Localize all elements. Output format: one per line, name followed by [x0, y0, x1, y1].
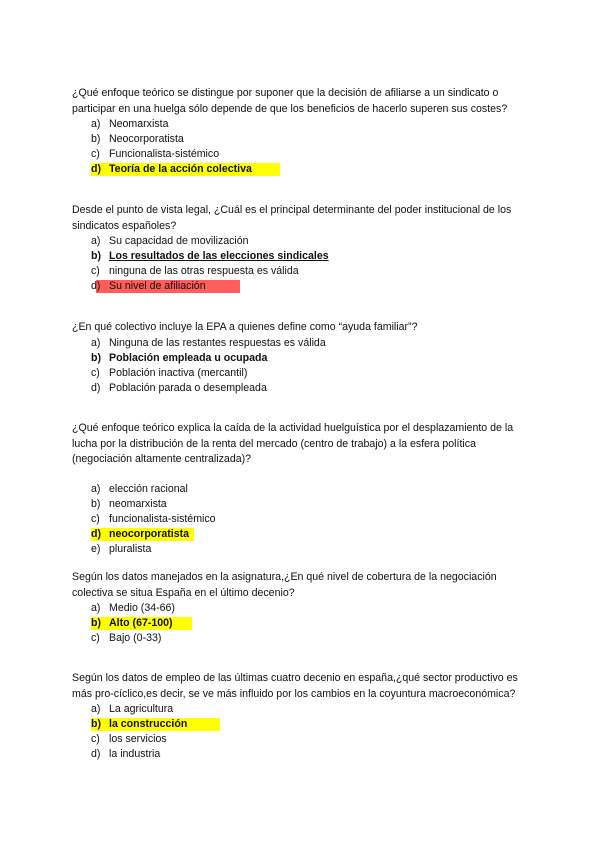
question-4-stem: ¿Qué enfoque teórico explica la caída de la actividad huelguística por el desplazamiento de la lucha por la distribución de la renta del mercado (centro de trabajo) a la esfera política (negociación altamente centralizada)?: [72, 422, 514, 465]
option-text: Su capacidad de movilización: [109, 235, 249, 247]
option-letter: c): [91, 265, 100, 277]
question-5-options: [72, 601, 532, 646]
option-letter: b): [91, 718, 101, 730]
option-1c: [72, 147, 532, 162]
question-6: [72, 671, 532, 762]
question-3-options: [72, 336, 532, 396]
option-1d-correct: [72, 162, 532, 177]
question-5: [72, 570, 532, 646]
option-text: Alto (67-100): [109, 617, 173, 629]
option-text: los servicios: [109, 733, 167, 745]
question-1-stem: ¿Qué enfoque teórico se distingue por suponer que la decisión de afiliarse a un sindicato o participar en una huelga sólo depende de que los beneficios de hacerlo superen sus costes?: [72, 87, 508, 115]
question-4: [72, 421, 532, 557]
option-4b: [72, 497, 532, 512]
option-letter: b): [91, 351, 101, 364]
option-text: Bajo (0-33): [109, 632, 162, 644]
option-4a: [72, 482, 532, 497]
option-6b-correct: [72, 717, 532, 732]
option-letter: c): [91, 733, 100, 745]
option-letter: e): [91, 542, 101, 555]
option-text: Medio (34-66): [109, 602, 175, 614]
option-2a: [72, 234, 532, 249]
option-letter: b): [91, 250, 101, 262]
option-letter: c): [91, 512, 100, 525]
option-6a: [72, 702, 532, 717]
option-text: Funcionalista-sistémico: [109, 148, 220, 160]
question-4-options: [72, 482, 532, 557]
option-4d-correct: [72, 527, 532, 542]
option-text: Población parada o desempleada: [109, 381, 267, 394]
question-6-stem: Según los datos de empleo de las últimas cuatro decenio en españa,¿qué sector productivo es más pro-cíclico,es decir, se ve más influido por los cambios en la coyuntura macroeconómica?: [72, 672, 518, 700]
option-3b-correct: [72, 351, 532, 366]
option-3d: [72, 381, 532, 396]
option-text: Población empleada u ocupada: [109, 351, 268, 364]
option-letter: d): [91, 280, 101, 292]
option-text: La agricultura: [109, 703, 174, 715]
option-letter: b): [91, 617, 101, 629]
option-text: neomarxista: [109, 497, 167, 510]
option-letter: c): [91, 366, 100, 379]
option-1a: [72, 117, 532, 132]
option-letter: d): [91, 527, 101, 540]
question-2-options: [72, 234, 532, 294]
option-text: pluralista: [109, 542, 152, 555]
question-3-stem: ¿En qué colectivo incluye la EPA a quienes define como “ayuda familiar”?: [72, 321, 418, 333]
option-text: la construcción: [109, 718, 188, 730]
option-letter: a): [91, 703, 101, 715]
question-2-stem: Desde el punto de vista legal, ¿Cuál es el principal determinante del poder institucional de los sindicatos españoles?: [72, 204, 512, 232]
option-letter: b): [91, 133, 101, 145]
option-3a: [72, 336, 532, 351]
option-text: Neocorporatista: [109, 133, 184, 145]
option-letter: a): [91, 482, 101, 495]
question-5-stem: Según los datos manejados en la asignatura,¿En qué nivel de cobertura de la negociación colectiva se situa España en el último decenio?: [72, 571, 497, 599]
option-text: Población inactiva (mercantil): [109, 366, 248, 379]
question-2: [72, 203, 532, 294]
option-4e: [72, 542, 532, 557]
option-text: Los resultados de las elecciones sindicales: [109, 250, 329, 262]
option-letter: d): [91, 748, 101, 760]
option-4c: [72, 512, 532, 527]
option-text: Su nivel de afiliación: [109, 280, 206, 292]
option-text: elección racional: [109, 482, 188, 495]
option-letter: a): [91, 602, 101, 614]
option-letter: d): [91, 381, 101, 394]
option-text: neocorporatista: [109, 527, 190, 540]
option-5b-correct: [72, 616, 532, 631]
option-6c: [72, 732, 532, 747]
option-letter: a): [91, 118, 101, 130]
option-5a: [72, 601, 532, 616]
option-1b: [72, 132, 532, 147]
question-1-options: [72, 117, 532, 177]
option-text: Neomarxista: [109, 118, 169, 130]
question-1: [72, 86, 532, 177]
option-5c: [72, 631, 532, 646]
question-6-options: [72, 702, 532, 762]
option-letter: c): [91, 632, 100, 644]
option-text: Teoría de la acción colectiva: [109, 163, 252, 175]
option-letter: a): [91, 235, 101, 247]
option-letter: b): [91, 497, 101, 510]
option-letter: a): [91, 336, 101, 349]
option-letter: c): [91, 148, 100, 160]
option-2c: [72, 264, 532, 279]
option-2d-marked: [72, 279, 532, 294]
option-text: Ninguna de las restantes respuestas es válida: [109, 336, 326, 349]
option-3c: [72, 366, 532, 381]
option-text: ninguna de las otras respuesta es válida: [109, 265, 299, 277]
option-letter: d): [91, 163, 101, 175]
option-text: funcionalista-sistémico: [109, 512, 216, 525]
question-3: [72, 320, 532, 396]
option-text: la industria: [109, 748, 161, 760]
option-2b-correct: [72, 249, 532, 264]
option-6d: [72, 747, 532, 762]
